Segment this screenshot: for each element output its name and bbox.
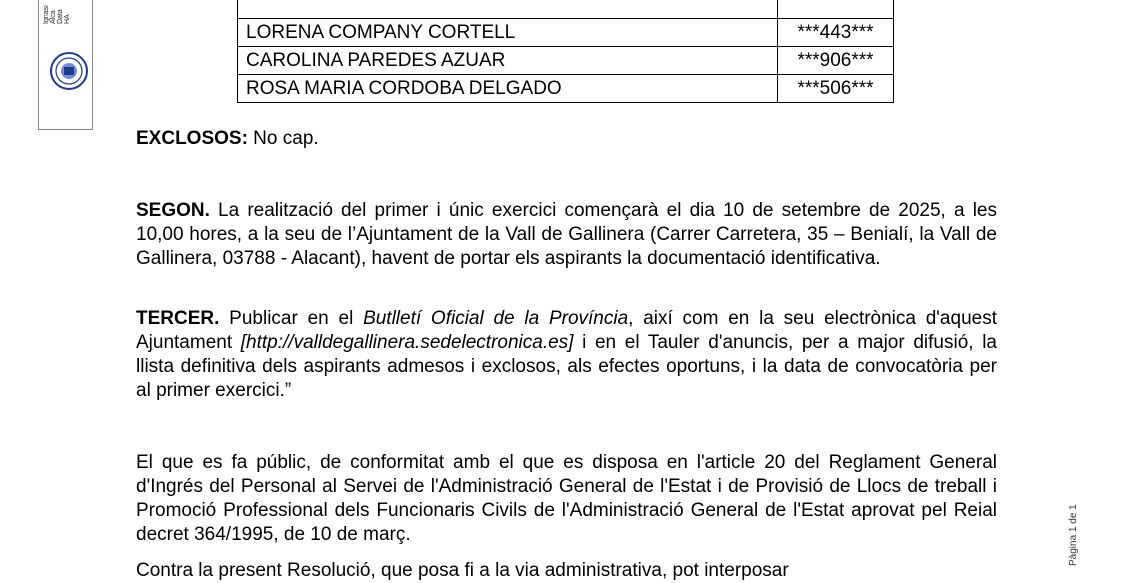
page-number: Pàgina 1 de 1: [1068, 504, 1079, 566]
signature-line: Ignasi: [43, 5, 50, 24]
tercer-label: TERCER.: [136, 308, 220, 329]
signature-line: HA: [64, 14, 71, 24]
candidate-name: CAROLINA PAREDES AZUAR: [238, 47, 778, 75]
bulletin-name: Butlletí Oficial de la Província: [363, 308, 629, 329]
tercer-text: Publicar en el: [219, 308, 364, 329]
exclosos-paragraph: [136, 127, 997, 151]
table-row: [238, 19, 894, 47]
candidate-name: ROSA MARIA CORDOBA DELGADO: [238, 75, 778, 103]
segon-label: SEGON.: [136, 200, 210, 221]
table-row: [238, 47, 894, 75]
table-header-name: [238, 0, 778, 19]
candidate-dni: ***443***: [778, 19, 894, 47]
candidate-dni: ***906***: [778, 47, 894, 75]
table-header-dni: [778, 0, 894, 19]
candidate-name: LORENA COMPANY CORTELL: [238, 19, 778, 47]
publicitat-paragraph: El que es fa públic, de conformitat amb el que es disposa en l'article 20 del Reglament General d'Ingrés del Personal al Servei de l'Administració General de l'Estat i de Provisió de Llocs de treball i Promoció Professional dels Funcionaris Civils de l'Administració General de l'Estat aprovat pel Reial decret 364/1995, de 10 de març.: [136, 452, 997, 545]
segon-paragraph: [136, 199, 997, 271]
admitted-list-table: [237, 0, 894, 103]
contra-paragraph: Contra la present Resolució, que posa fi a la via administrativa, pot interposar: [136, 560, 789, 581]
table-header-row: [238, 0, 894, 19]
signature-line: Data: [57, 9, 64, 24]
candidate-dni: ***506***: [778, 75, 894, 103]
exclosos-label: EXCLOSOS:: [136, 128, 248, 149]
seal-icon: [49, 51, 89, 91]
tercer-paragraph: [136, 307, 997, 403]
table-row: [238, 75, 894, 103]
signature-line: Alca: [50, 10, 57, 24]
exclosos-text: No cap.: [247, 128, 319, 149]
signature-text: [43, 0, 83, 24]
electronic-office-link: [http://valldegallinera.sedelectronica.es]: [240, 332, 574, 353]
tercer-text: i en el Tauler d'anuncis, per a major difusió, la llista definitiva dels aspirants admesos i exclosos, als efectes oportuns, i la data de convocatòria per al primer exercici.”: [136, 332, 997, 401]
segon-text: La realització del primer i únic exercici començarà el dia 10 de setembre de 2025, a les 10,00 hores, a la seu de l’Ajuntament de la Vall de Gallinera (Carrer Carretera, 35 – Benialí, la Vall de Gallinera, 03788 - Alacant), havent de portar els aspirants la documentació identificativa.: [136, 200, 997, 269]
tercer-text: , així com en la seu electrònica d'aquest Ajuntament: [136, 308, 997, 353]
